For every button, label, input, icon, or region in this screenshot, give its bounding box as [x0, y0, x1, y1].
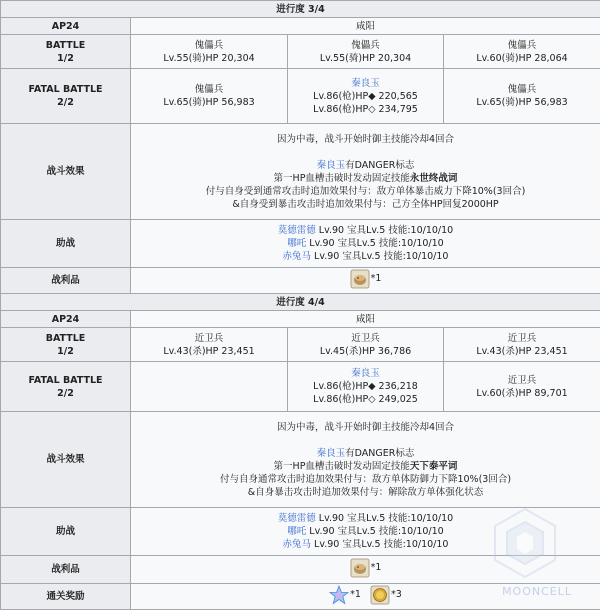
- battle-number: 1/2: [57, 52, 74, 64]
- support-entry: [133, 224, 598, 237]
- battle-label: [1, 362, 131, 412]
- effect-line: 因为中毒，战斗开始时御主技能冷却4回合: [276, 421, 455, 433]
- gold-coin-icon: [370, 585, 390, 605]
- support-info: Lv.90 宝具Lv.5 技能:10/10/10: [315, 225, 454, 236]
- ap-cost: AP24: [1, 18, 131, 35]
- boss-stat-2: Lv.86(枪)HP◇ 234,795: [313, 103, 418, 115]
- support-label: 助战: [1, 508, 131, 556]
- progress-header: 进行度 4/4: [1, 294, 600, 311]
- enemy-name: 傀儡兵: [194, 39, 224, 51]
- effect-line: 付与自身通常攻击时追加效果付与：敌方单体防御力下降10%(3回合): [219, 473, 512, 485]
- progress-header: 进行度 3/4: [1, 1, 600, 18]
- danger-text: 有DANGER标志: [345, 447, 415, 459]
- enemy-name: 近卫兵: [351, 332, 380, 344]
- reward-count: *3: [391, 589, 402, 600]
- enemy-stat: Lv.43(杀)HP 23,451: [476, 345, 568, 357]
- enemy-stat: Lv.43(杀)HP 23,451: [163, 345, 255, 357]
- support-info: Lv.90 宝具Lv.5 技能:10/10/10: [311, 539, 449, 550]
- loot-cell: [131, 268, 600, 294]
- enemy-name: 近卫兵: [507, 332, 537, 344]
- reward-item[interactable]: [370, 585, 402, 605]
- loot-item[interactable]: [350, 558, 382, 578]
- battle-label: [1, 35, 131, 69]
- enemy-stat: Lv.55(骑)HP 20,304: [163, 52, 255, 64]
- boss-name-link[interactable]: 秦良玉: [351, 368, 380, 379]
- battle-effect: [131, 124, 600, 220]
- effect-line: [133, 159, 598, 172]
- watermark-text: MOONCELL: [502, 585, 572, 598]
- effect-label: 战斗效果: [1, 124, 131, 220]
- enemy-name: 傀儡兵: [194, 84, 224, 95]
- enemy-name: 傀儡兵: [507, 84, 537, 95]
- battle-type: FATAL BATTLE: [28, 374, 103, 386]
- boss-link[interactable]: 秦良玉: [316, 159, 346, 171]
- boss-cell: [288, 362, 444, 412]
- enemy-cell: [444, 35, 600, 69]
- effect-line: 因为中毒，战斗开始时御主技能冷却4回合: [276, 133, 455, 145]
- support-list: [131, 508, 600, 556]
- effect-line: &自身受到暴击攻击时追加效果付与：己方全体HP回复2000HP: [232, 198, 499, 210]
- support-entry: [133, 538, 598, 551]
- enemy-cell: [288, 328, 444, 362]
- enemy-name: 近卫兵: [194, 332, 224, 344]
- support-entry: [133, 250, 598, 263]
- enemy-stat: Lv.55(骑)HP 20,304: [319, 52, 412, 64]
- support-info: Lv.90 宝具Lv.5 技能:10/10/10: [311, 251, 449, 262]
- loot-item[interactable]: [350, 269, 382, 289]
- ap-cost: AP24: [1, 311, 131, 328]
- support-label: 助战: [1, 220, 131, 268]
- enemy-cell: [288, 35, 444, 69]
- servant-link[interactable]: 莫德雷德: [277, 225, 316, 236]
- boss-stat-2: Lv.86(枪)HP◇ 249,025: [313, 394, 418, 405]
- servant-link[interactable]: 赤兔马: [282, 251, 312, 262]
- servant-link[interactable]: 哪吒: [287, 526, 307, 537]
- enemy-stat: Lv.60(骑)HP 28,064: [476, 52, 568, 64]
- battle-number: 2/2: [57, 387, 74, 399]
- enemy-cell: [131, 69, 288, 124]
- enemy-cell: [444, 69, 600, 124]
- effect-line: 付与自身受到通常攻击时追加效果付与：敌方单体暴击威力下降10%(3回合): [205, 185, 526, 197]
- boss-stat: Lv.86(枪)HP◆ 236,218: [313, 381, 418, 392]
- effect-line: [133, 447, 598, 460]
- effect-text: 第一HP血槽击破时发动固定技能: [273, 460, 410, 472]
- support-entry: [133, 237, 598, 250]
- location: 咸阳: [131, 311, 600, 328]
- support-list: [131, 220, 600, 268]
- danger-text: 有DANGER标志: [345, 159, 415, 171]
- enemy-name: 近卫兵: [507, 374, 537, 386]
- enemy-name: 傀儡兵: [507, 39, 537, 51]
- loot-label: 战利品: [1, 556, 131, 584]
- enemy-cell: [131, 328, 288, 362]
- reward-label: 通关奖励: [1, 584, 131, 610]
- effect-line: [133, 460, 598, 473]
- servant-link[interactable]: 赤兔马: [282, 539, 312, 550]
- reward-count: *1: [350, 589, 361, 600]
- enemy-stat: Lv.60(杀)HP 89,701: [476, 387, 568, 399]
- servant-link[interactable]: 哪吒: [287, 238, 307, 249]
- support-entry: [133, 512, 598, 525]
- battle-number: 1/2: [57, 345, 74, 357]
- location: 咸阳: [131, 18, 600, 35]
- battle-number: 2/2: [57, 97, 74, 108]
- treasure-box-icon: [350, 269, 370, 289]
- battle-type: FATAL BATTLE: [28, 84, 103, 95]
- boss-link[interactable]: 秦良玉: [316, 447, 346, 459]
- loot-count: *1: [370, 562, 382, 573]
- treasure-box-icon: [350, 558, 370, 578]
- loot-count: *1: [370, 273, 382, 284]
- effect-text: 第一HP血槽击破时发动固定技能: [273, 172, 410, 184]
- support-entry: [133, 525, 598, 538]
- enemy-cell: [444, 328, 600, 362]
- enemy-name: 傀儡兵: [351, 39, 380, 51]
- battle-label: [1, 69, 131, 124]
- battle-effect: [131, 412, 600, 508]
- boss-name-link[interactable]: 秦良玉: [351, 77, 380, 89]
- loot-cell: [131, 556, 600, 584]
- effect-label: 战斗效果: [1, 412, 131, 508]
- skill-name: 永世终战词: [409, 172, 458, 184]
- battle-type: BATTLE: [45, 39, 86, 51]
- boss-cell: [288, 69, 444, 124]
- servant-link[interactable]: 莫德雷德: [277, 513, 316, 524]
- enemy-stat: Lv.65(骑)HP 56,983: [163, 97, 255, 108]
- battle-type: BATTLE: [45, 332, 86, 344]
- effect-line: &自身暴击攻击时追加效果付与：解除敌方单体强化状态: [247, 486, 484, 498]
- support-info: Lv.90 宝具Lv.5 技能:10/10/10: [306, 526, 444, 537]
- saint-quartz-icon: [329, 585, 349, 605]
- skill-name: 天下泰平词: [409, 460, 458, 472]
- enemy-cell: [444, 362, 600, 412]
- enemy-cell: [131, 35, 288, 69]
- reward-item[interactable]: [329, 585, 361, 605]
- enemy-cell-empty: [131, 362, 288, 412]
- support-info: Lv.90 宝具Lv.5 技能:10/10/10: [315, 513, 454, 524]
- loot-label: 战利品: [1, 268, 131, 294]
- enemy-stat: Lv.45(杀)HP 36,786: [319, 345, 412, 357]
- boss-stat: Lv.86(枪)HP◆ 220,565: [313, 90, 418, 102]
- support-info: Lv.90 宝具Lv.5 技能:10/10/10: [306, 238, 444, 249]
- enemy-stat: Lv.65(骑)HP 56,983: [476, 97, 568, 108]
- effect-line: [133, 172, 598, 185]
- battle-label: [1, 328, 131, 362]
